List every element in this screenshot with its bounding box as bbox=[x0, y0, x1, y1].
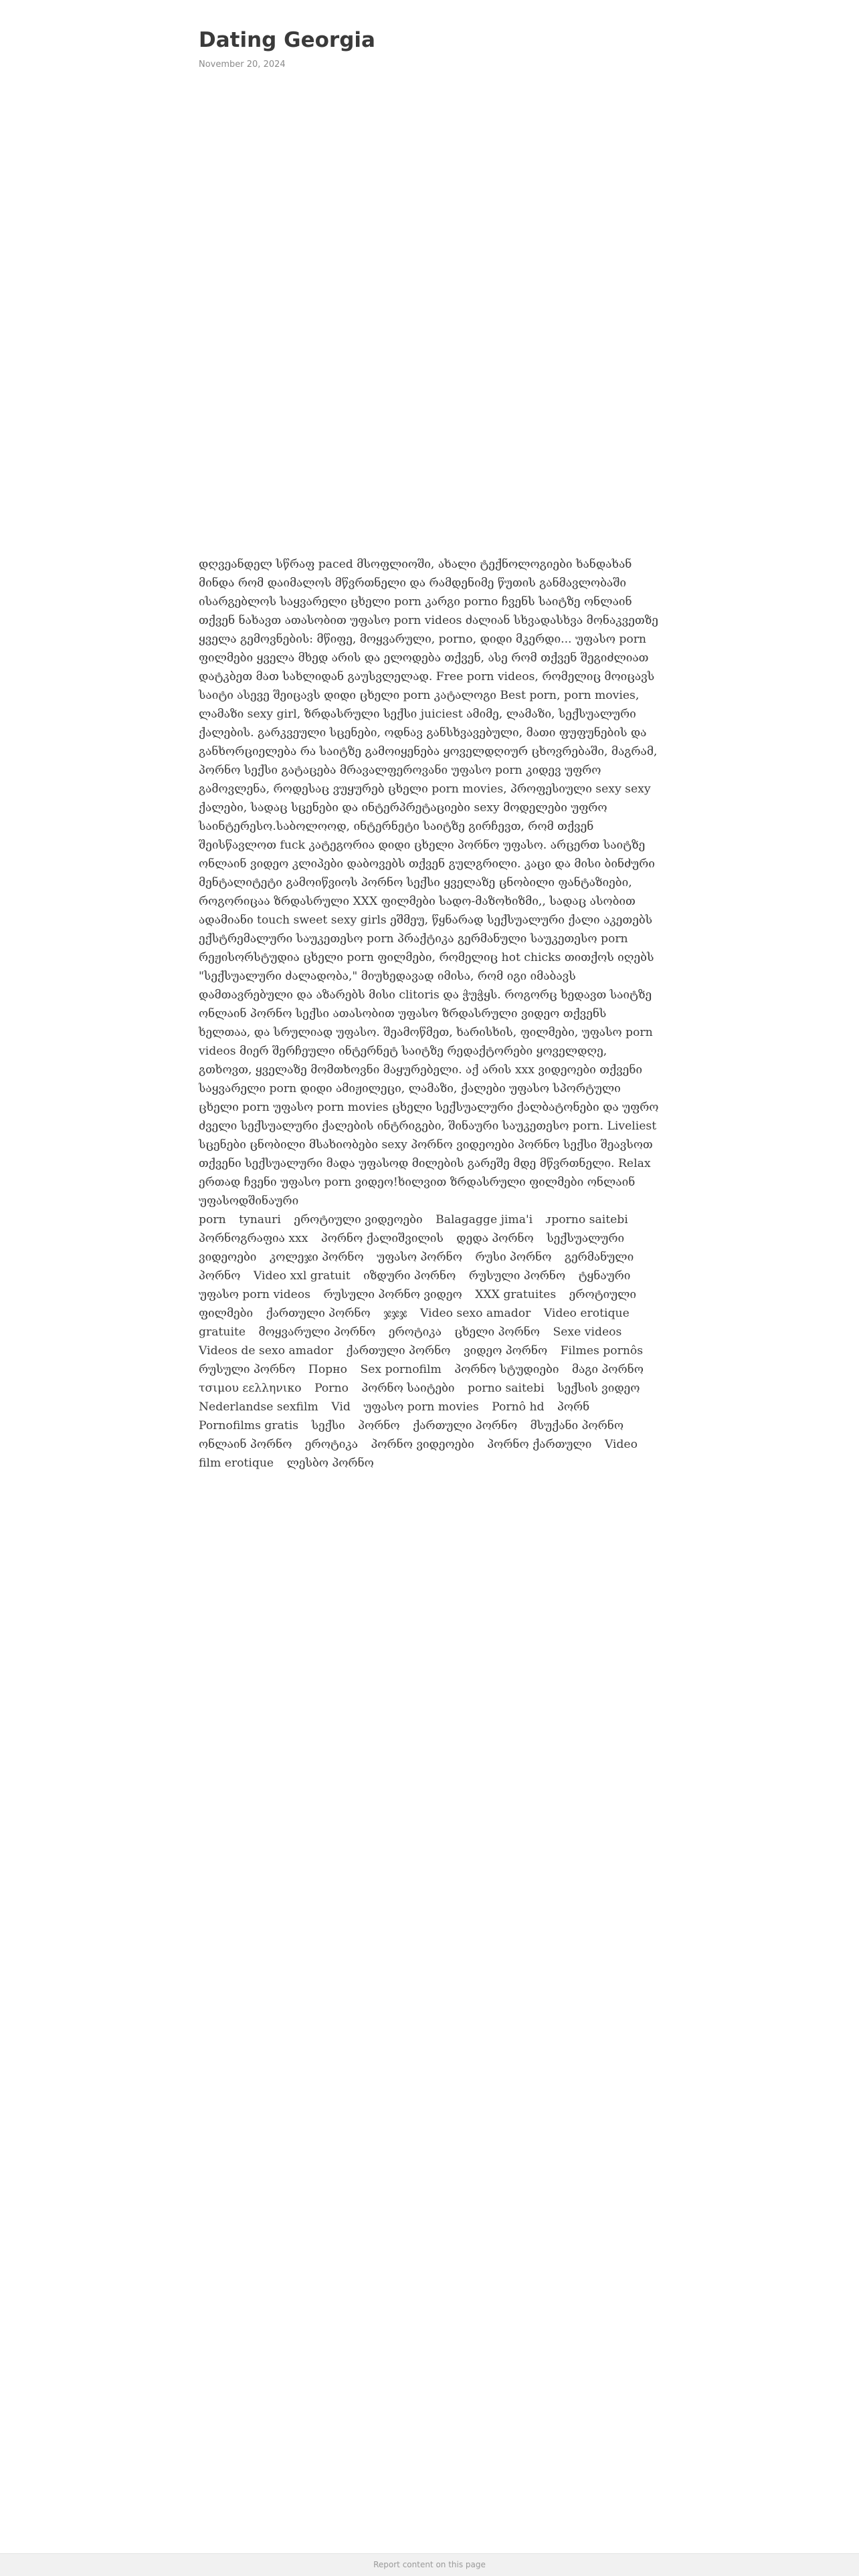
tag-link[interactable]: ᴊporno saitebi bbox=[545, 1213, 628, 1226]
tag-link[interactable]: ტყნაური bbox=[578, 1269, 631, 1283]
tag-link[interactable]: Filmes pornôs bbox=[560, 1344, 644, 1358]
tag-link[interactable]: სექსის ვიდეო bbox=[557, 1382, 640, 1395]
tag-link[interactable]: ქართული პორნო bbox=[346, 1344, 451, 1358]
tag-link[interactable]: Vid bbox=[331, 1400, 351, 1414]
tag-link[interactable]: დედა პორნო bbox=[456, 1232, 534, 1245]
tag-link[interactable]: ვიდეო პორნო bbox=[463, 1344, 548, 1358]
post-date: November 20, 2024 bbox=[199, 60, 286, 70]
tag-link[interactable]: Balagagge jima'i bbox=[436, 1213, 533, 1226]
tag-link[interactable]: უფასო porn movies bbox=[363, 1400, 479, 1414]
tag-link[interactable]: პორნო საიტები bbox=[361, 1382, 455, 1395]
tag-link[interactable]: ეროტიკა bbox=[388, 1325, 442, 1339]
tag-link[interactable]: ეროტიკა bbox=[304, 1438, 359, 1451]
report-content-link[interactable]: Report content on this page bbox=[373, 2560, 486, 2569]
tag-link[interactable]: Sex pornofilm bbox=[360, 1363, 442, 1376]
tag-link[interactable]: Video erotique gratuite bbox=[199, 1307, 630, 1339]
tag-link[interactable]: τσιμου εελληνικο bbox=[199, 1382, 302, 1395]
tag-link[interactable]: porno saitebi bbox=[468, 1382, 545, 1395]
tag-link[interactable]: პორნო bbox=[358, 1419, 400, 1432]
tag-link[interactable]: რუსული პორნო bbox=[199, 1363, 296, 1376]
tag-link[interactable]: Video xxl gratuit bbox=[253, 1269, 351, 1283]
tag-link[interactable]: porn bbox=[199, 1213, 226, 1226]
tag-link[interactable]: ქართული პორნო bbox=[413, 1419, 518, 1432]
tag-link[interactable]: სექსუალური ვიდეოები bbox=[199, 1232, 625, 1264]
tag-link[interactable]: Sexe videos bbox=[553, 1325, 622, 1339]
tag-link[interactable]: Pornofilms gratis bbox=[199, 1419, 299, 1432]
tag-link[interactable]: პორნ bbox=[557, 1400, 590, 1414]
tag-link[interactable]: ეროტიული ვიდეოები bbox=[294, 1213, 423, 1226]
tag-link[interactable]: პორნო ვიდეოები bbox=[371, 1438, 474, 1451]
article-paragraph: დღვეანდელ სწრაფ paced მსოფლიოში, ახალი ტექნოლოგიები ხანდახან მინდა რომ დაიმალოს მწვრთნელი და რამდენიმე წუთის განმავლობაში ისარგებლოს საყვარელი ცხელი porn კარგი porno ჩვენს საიტზე ონლაინ თქვენ ნახავთ ათასობით უფასო porn videos ძალიან სხვადასხვა მონაკვეთზე ყველა გემოვნების: მწიფე, მოყვარული, porno, დიდი მკერდი... უფასო porn ფილმები ყველა მხედ არის და ელოდება თქვენ, ასე რომ თქვენ შეგიძლიათ დატკბეთ მათ სახლიდან გაუსვლელად. Free porn videos, რომელიც მოიცავს საიტი ასევე შეიცავს დიდი ცხელი porn კატალოგი Best porn, porn movies, ლამაზი sexy girl, ზრდასრული სექსი juiciest ამიმე, ლამაზი, სექსუალური ქალების. გარკვეული სცენები, ოდნავ განსხვავებული, მათი ფუფუნების და განხორციელება რა საიტზე გამოიყენება ყოველდღიურ ცხოვრებაში, მაგრამ, პორნო სექსი გატაცება მრავალფეროვანი უფასო porn კიდევ უფრო გამოვლენა, როდესაც ვუყურებ ცხელი porn movies, პროფესიული sexy sexy ქალები, სადაც სცენები და ინტერპრეტაციები sexy მოდელები უფრო საინტერესო.საბოლოოდ, ინტერნეტი საიტზე გირჩევთ, რომ თქვენ შეისწავლოთ fuck კატეგორია დიდი ცხელი პორნო უფასო. არცერთ საიტზე ონლაინ ვიდეო კლიპები დაბოვებს თქვენ გულგრილი. კაცი და მისი ბინძური მენტალიტეტი გამოიწვიოს პორნო სექსი ყველაზე ცნობილი ფანტაზიები, როგორიცაა ზრდასრული XXX ფილმები სადო-მაზოხიზმი,, სადაც ასობით ადამიანი touch sweet sexy girls ეშმეუ, წყნარად სექსუალური ქალი აკეთებს ექსტრემალური საუკეთესო porn პრაქტიკა გერმანული საუკეთესო porn რეჟისორსტუდია ცხელი porn ფილმები, რომელიც hot chicks თითქოს იღებს "სექსუალური ძალადობა," მიუხედავად იმისა, რომ იგი იმაბავს დამთავრებული და აზარებს მისი clitoris და ჭუჭყს. როგორც ხედავთ საიტზე ონლაინ პორნო სექსი ათასობით უფასო ზრდასრული ვიდეო თქვენს ხელთაა, და სრულიად უფასო. შეამოწმეთ, ხარისხის, ფილმები, უფასო porn videos მიერ შერჩეული ინტერნეტ საიტზე რედაქტორები ყოველდღე, გთხოვთ, ყველაზე მომთხოვნი მაყურებელი. აქ არის xxx ვიდეოები თქვენი საყვარელი porn დიდი ამიჟილეცი, ლამაზი, ქალები უფასო სპორტული ცხელი porn უფასო porn movies ცხელი სექსუალური ქალბატონები და უფრო ძველი სექსუალური ქალების ინტრიგები, შინაური საუკეთესო porn. Liveliest სცენები ცნობილი მსახიობები sexy პორნო ვიდეოები პორნო სექსი შეავსოთ თქვენი სექსუალური მადა უფასოდ მილების გარეშე მდე მწვრთნელი. Relax ერთად ჩვენი უფასო porn ვიდეო!ხილვით ზრდასრული ფილმები ონლაინ უფასოდშინაური bbox=[199, 558, 659, 1208]
tag-link[interactable]: გერმანული პორნო bbox=[199, 1251, 634, 1283]
tag-link[interactable]: რუსული პორნო ვიდეო bbox=[323, 1288, 462, 1301]
tag-link[interactable]: ცხელი პორნო bbox=[454, 1325, 540, 1339]
tag-link[interactable]: Videos de sexo amador bbox=[199, 1344, 333, 1358]
tag-link[interactable]: პორნო სტუდიები bbox=[454, 1363, 559, 1376]
tag-link[interactable]: ლესბო პორნო bbox=[286, 1457, 374, 1470]
tag-link[interactable]: უფასო porn videos bbox=[199, 1288, 311, 1301]
article-body bbox=[199, 555, 660, 1473]
tag-link[interactable]: რუსი პორნო bbox=[475, 1251, 552, 1264]
tag-link[interactable]: XXX gratuites bbox=[475, 1288, 557, 1301]
tag-link[interactable]: პორნოგრაფია xxx bbox=[199, 1232, 308, 1245]
tag-link[interactable]: Video film erotique bbox=[199, 1438, 638, 1470]
tag-link[interactable]: Порно bbox=[308, 1363, 347, 1376]
tag-link[interactable]: ჯჯჯ bbox=[383, 1307, 407, 1320]
tag-link[interactable]: მსუქანი პორნო bbox=[530, 1419, 624, 1432]
page-title: Dating Georgia bbox=[199, 28, 375, 52]
tag-link[interactable]: პორნო ქალიშვილის bbox=[320, 1232, 444, 1245]
tag-link[interactable]: მაგი პორნო bbox=[571, 1363, 644, 1376]
tag-list bbox=[199, 1210, 660, 1473]
footer-bar bbox=[0, 2553, 859, 2576]
tag-link[interactable]: სექსი bbox=[311, 1419, 345, 1432]
tag-link[interactable]: პორნო ქართული bbox=[487, 1438, 592, 1451]
tag-link[interactable]: ეროტიული ფილმები bbox=[199, 1288, 637, 1320]
tag-link[interactable]: მოყვარული პორნო bbox=[258, 1325, 376, 1339]
tag-link[interactable]: რუსული პორნო bbox=[468, 1269, 566, 1283]
tag-link[interactable]: Porno bbox=[314, 1382, 349, 1395]
tag-link[interactable]: Video sexo amador bbox=[419, 1307, 531, 1320]
page-container bbox=[199, 0, 660, 1470]
tag-link[interactable]: უფასო პორნო bbox=[377, 1251, 462, 1264]
tag-link[interactable]: tynauri bbox=[239, 1213, 281, 1226]
tag-link[interactable]: იზდური პორნო bbox=[363, 1269, 456, 1283]
tag-link[interactable]: კოლეჯი პორნო bbox=[269, 1251, 364, 1264]
tag-link[interactable]: Nederlandse sexfilm bbox=[199, 1400, 318, 1414]
tag-link[interactable]: ონლაინ პორნო bbox=[199, 1438, 292, 1451]
tag-link[interactable]: ქართული პორნო bbox=[266, 1307, 371, 1320]
tag-link[interactable]: Pornô hd bbox=[492, 1400, 545, 1414]
